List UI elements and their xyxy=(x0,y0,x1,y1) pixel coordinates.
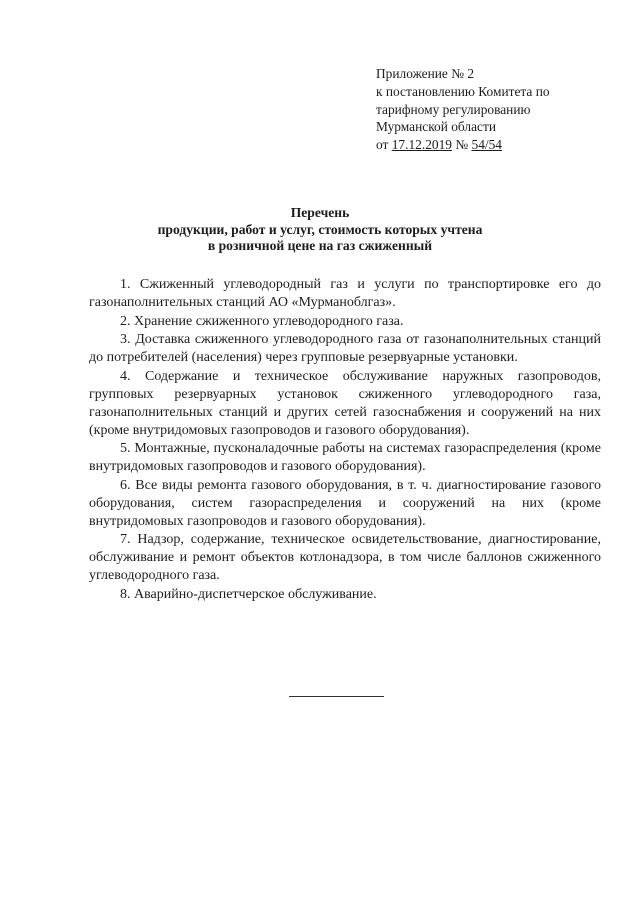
list-item: 4. Содержание и техническое обслуживание наружных газопроводов, групповых резервуарных установок сжиженного углеводородного газа, газонаполнительных станций и других сетей газоснабжения и сооружений на них (кроме внутридомовых газопроводов и газового оборудования). xyxy=(89,368,601,438)
appendix-line-2: к постановлению Комитета по xyxy=(376,83,550,99)
list-item: 5. Монтажные, пусконаладочные работы на системах газораспределения (кроме внутридомовых газопроводов и газового оборудования). xyxy=(89,441,601,474)
appendix-line-4: Мурманской области xyxy=(376,119,496,135)
list-item: 8. Аварийно-диспетчерское обслуживание. xyxy=(120,586,377,602)
appendix-header xyxy=(376,65,626,154)
title-line-2: продукции, работ и услуг, стоимость которых учтена xyxy=(157,221,483,237)
list-item: 7. Надзор, содержание, техническое освидетельствование, диагностирование, обслуживание и ремонт объектов котлонадзора, в том числе баллонов сжиженного углеводородного газа. xyxy=(89,532,601,583)
list-item: 6. Все виды ремонта газового оборудования, в т. ч. диагностирование газового оборудования, систем газораспределения и сооружений на них (кроме внутридомовых газопроводов и газового оборудования). xyxy=(89,477,601,529)
resolution-date: 17.12.2019 xyxy=(391,137,452,153)
end-divider xyxy=(289,696,384,697)
document-title xyxy=(92,205,548,255)
title-line-1: Перечень xyxy=(290,205,350,220)
list-item: 1. Сжиженный углеводородный газ и услуги по транспортировке его до газонаполнительных станций АО «Мурманоблгаз». xyxy=(89,277,601,310)
list-item: 3. Доставка сжиженного углеводородного газа от газонаполнительных станций до потребителей (населения) через групповые резервуарные установки. xyxy=(89,332,601,365)
title-line-3: в розничной цене на газ сжиженный xyxy=(207,238,433,253)
appendix-line-3: тарифному регулированию xyxy=(376,101,531,117)
number-prefix: № xyxy=(455,137,469,153)
list-item: 2. Хранение сжиженного углеводородного газа. xyxy=(120,313,404,329)
appendix-date-line xyxy=(376,136,626,154)
services-list xyxy=(89,276,601,604)
resolution-number: 54/54 xyxy=(471,137,503,153)
appendix-number: Приложение № 2 xyxy=(376,66,475,81)
date-prefix: от xyxy=(376,137,389,153)
